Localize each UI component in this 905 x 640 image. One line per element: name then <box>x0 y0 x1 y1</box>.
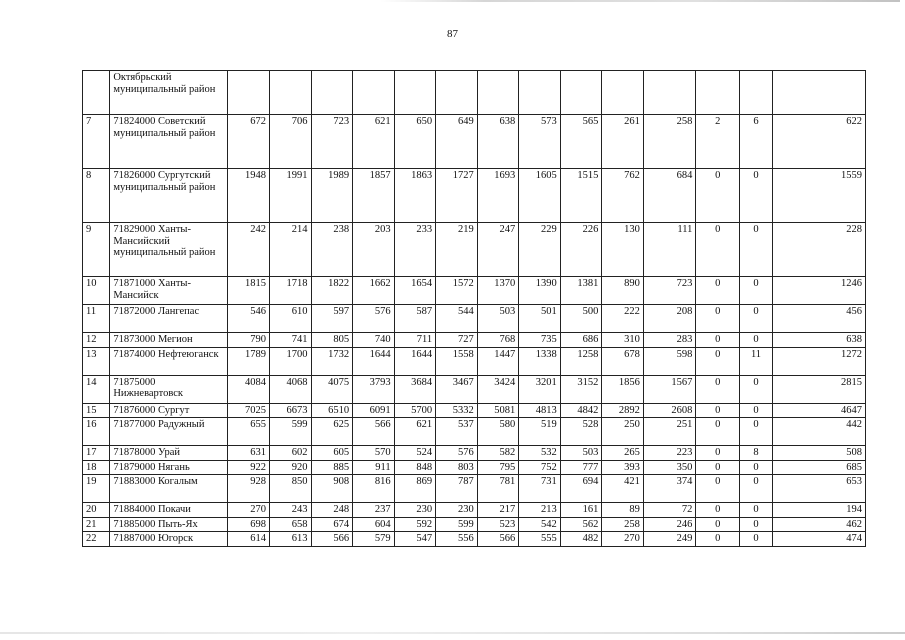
page-number: 87 <box>447 28 458 40</box>
value-cell: 599 <box>436 517 478 532</box>
value-cell: 528 <box>560 418 602 446</box>
value-cell: 0 <box>696 333 740 348</box>
value-cell: 3424 <box>477 375 519 403</box>
total-cell: 653 <box>772 475 865 503</box>
value-cell: 694 <box>560 475 602 503</box>
value-cell: 576 <box>436 446 478 461</box>
value-cell <box>602 71 644 115</box>
value-cell: 1605 <box>519 169 561 223</box>
value-cell: 848 <box>394 460 436 475</box>
row-number: 13 <box>83 347 110 375</box>
value-cell <box>740 71 773 115</box>
value-cell: 4842 <box>560 403 602 418</box>
total-cell: 1272 <box>772 347 865 375</box>
value-cell: 503 <box>560 446 602 461</box>
total-cell: 622 <box>772 115 865 169</box>
value-cell: 1644 <box>353 347 395 375</box>
total-cell: 462 <box>772 517 865 532</box>
value-cell: 4813 <box>519 403 561 418</box>
value-cell: 2608 <box>643 403 695 418</box>
value-cell: 570 <box>353 446 395 461</box>
value-cell: 7025 <box>228 403 270 418</box>
table-row <box>83 446 866 461</box>
value-cell: 0 <box>740 223 773 277</box>
value-cell: 762 <box>602 169 644 223</box>
value-cell: 1718 <box>269 277 311 305</box>
value-cell: 519 <box>519 418 561 446</box>
value-cell: 0 <box>696 305 740 333</box>
municipality-name: 71826000 Сургутский муниципальный район <box>110 169 228 223</box>
value-cell: 524 <box>394 446 436 461</box>
value-cell: 1515 <box>560 169 602 223</box>
value-cell: 0 <box>696 375 740 403</box>
value-cell: 249 <box>643 532 695 547</box>
row-number: 20 <box>83 503 110 518</box>
value-cell: 631 <box>228 446 270 461</box>
value-cell: 242 <box>228 223 270 277</box>
value-cell: 1654 <box>394 277 436 305</box>
municipality-name: 71829000 Ханты-Мансийский муниципальный район <box>110 223 228 277</box>
value-cell: 214 <box>269 223 311 277</box>
value-cell: 885 <box>311 460 353 475</box>
value-cell: 226 <box>560 223 602 277</box>
value-cell: 258 <box>602 517 644 532</box>
value-cell: 920 <box>269 460 311 475</box>
table-row <box>83 418 866 446</box>
value-cell: 1822 <box>311 277 353 305</box>
row-number: 9 <box>83 223 110 277</box>
value-cell: 0 <box>740 169 773 223</box>
value-cell: 562 <box>560 517 602 532</box>
municipality-name: 71871000 Ханты-Мансийск <box>110 277 228 305</box>
value-cell: 0 <box>740 305 773 333</box>
value-cell: 805 <box>311 333 353 348</box>
scan-edge-top <box>380 0 900 2</box>
value-cell: 0 <box>740 333 773 348</box>
value-cell: 261 <box>602 115 644 169</box>
value-cell: 638 <box>477 115 519 169</box>
value-cell: 310 <box>602 333 644 348</box>
row-number: 8 <box>83 169 110 223</box>
value-cell: 250 <box>602 418 644 446</box>
total-cell: 228 <box>772 223 865 277</box>
value-cell: 698 <box>228 517 270 532</box>
value-cell: 1732 <box>311 347 353 375</box>
value-cell: 482 <box>560 532 602 547</box>
value-cell: 230 <box>436 503 478 518</box>
value-cell: 621 <box>353 115 395 169</box>
value-cell: 723 <box>311 115 353 169</box>
value-cell: 0 <box>740 375 773 403</box>
value-cell: 1572 <box>436 277 478 305</box>
value-cell: 781 <box>477 475 519 503</box>
value-cell: 566 <box>477 532 519 547</box>
municipality-name: 71872000 Лангепас <box>110 305 228 333</box>
value-cell: 8 <box>740 446 773 461</box>
total-cell: 4647 <box>772 403 865 418</box>
value-cell: 283 <box>643 333 695 348</box>
data-table <box>82 70 866 547</box>
table-row <box>83 403 866 418</box>
value-cell: 89 <box>602 503 644 518</box>
value-cell: 3793 <box>353 375 395 403</box>
row-number <box>83 71 110 115</box>
value-cell: 217 <box>477 503 519 518</box>
total-cell: 194 <box>772 503 865 518</box>
value-cell: 3201 <box>519 375 561 403</box>
row-number: 7 <box>83 115 110 169</box>
value-cell: 223 <box>643 446 695 461</box>
value-cell: 928 <box>228 475 270 503</box>
value-cell: 672 <box>228 115 270 169</box>
value-cell: 532 <box>519 446 561 461</box>
value-cell <box>311 71 353 115</box>
table-row <box>83 115 866 169</box>
value-cell: 5700 <box>394 403 436 418</box>
value-cell: 523 <box>477 517 519 532</box>
value-cell: 219 <box>436 223 478 277</box>
value-cell: 0 <box>696 532 740 547</box>
total-cell <box>772 71 865 115</box>
value-cell: 777 <box>560 460 602 475</box>
value-cell: 1390 <box>519 277 561 305</box>
value-cell: 1856 <box>602 375 644 403</box>
value-cell: 0 <box>696 517 740 532</box>
value-cell: 1338 <box>519 347 561 375</box>
value-cell: 222 <box>602 305 644 333</box>
value-cell: 0 <box>740 460 773 475</box>
municipality-name: 71824000 Советский муниципальный район <box>110 115 228 169</box>
value-cell: 6091 <box>353 403 395 418</box>
value-cell: 602 <box>269 446 311 461</box>
value-cell: 537 <box>436 418 478 446</box>
value-cell: 582 <box>477 446 519 461</box>
value-cell: 735 <box>519 333 561 348</box>
value-cell <box>560 71 602 115</box>
value-cell: 546 <box>228 305 270 333</box>
value-cell: 2892 <box>602 403 644 418</box>
value-cell: 3152 <box>560 375 602 403</box>
municipality-name: 71875000 Нижневартовск <box>110 375 228 403</box>
value-cell <box>519 71 561 115</box>
table-row <box>83 460 866 475</box>
value-cell: 658 <box>269 517 311 532</box>
value-cell: 230 <box>394 503 436 518</box>
value-cell: 233 <box>394 223 436 277</box>
value-cell: 1567 <box>643 375 695 403</box>
value-cell: 4084 <box>228 375 270 403</box>
value-cell: 0 <box>740 277 773 305</box>
value-cell: 741 <box>269 333 311 348</box>
value-cell: 247 <box>477 223 519 277</box>
value-cell: 374 <box>643 475 695 503</box>
value-cell: 0 <box>740 403 773 418</box>
value-cell: 213 <box>519 503 561 518</box>
table-row <box>83 532 866 547</box>
value-cell: 566 <box>353 418 395 446</box>
municipality-name: 71887000 Югорск <box>110 532 228 547</box>
total-cell: 456 <box>772 305 865 333</box>
value-cell: 544 <box>436 305 478 333</box>
row-number: 22 <box>83 532 110 547</box>
value-cell: 816 <box>353 475 395 503</box>
total-cell: 474 <box>772 532 865 547</box>
total-cell: 1246 <box>772 277 865 305</box>
value-cell: 625 <box>311 418 353 446</box>
municipality-name: 71883000 Когалым <box>110 475 228 503</box>
row-number: 21 <box>83 517 110 532</box>
value-cell: 579 <box>353 532 395 547</box>
row-number: 17 <box>83 446 110 461</box>
value-cell: 0 <box>696 169 740 223</box>
municipality-name: 71885000 Пыть-Ях <box>110 517 228 532</box>
total-cell: 442 <box>772 418 865 446</box>
table-row <box>83 71 866 115</box>
value-cell: 500 <box>560 305 602 333</box>
value-cell: 111 <box>643 223 695 277</box>
value-cell: 6 <box>740 115 773 169</box>
row-number: 12 <box>83 333 110 348</box>
value-cell: 5332 <box>436 403 478 418</box>
value-cell: 0 <box>740 503 773 518</box>
value-cell: 0 <box>740 418 773 446</box>
value-cell: 0 <box>696 403 740 418</box>
value-cell: 576 <box>353 305 395 333</box>
value-cell: 922 <box>228 460 270 475</box>
table-row <box>83 277 866 305</box>
value-cell: 0 <box>696 475 740 503</box>
row-number: 15 <box>83 403 110 418</box>
value-cell: 1989 <box>311 169 353 223</box>
table-row <box>83 169 866 223</box>
value-cell: 130 <box>602 223 644 277</box>
value-cell: 1662 <box>353 277 395 305</box>
value-cell: 203 <box>353 223 395 277</box>
value-cell: 542 <box>519 517 561 532</box>
value-cell: 501 <box>519 305 561 333</box>
value-cell: 258 <box>643 115 695 169</box>
value-cell: 1700 <box>269 347 311 375</box>
table-row <box>83 305 866 333</box>
value-cell: 1815 <box>228 277 270 305</box>
total-cell: 508 <box>772 446 865 461</box>
total-cell: 685 <box>772 460 865 475</box>
value-cell: 246 <box>643 517 695 532</box>
value-cell: 790 <box>228 333 270 348</box>
value-cell: 2 <box>696 115 740 169</box>
municipality-name: 71877000 Радужный <box>110 418 228 446</box>
value-cell: 795 <box>477 460 519 475</box>
value-cell: 566 <box>311 532 353 547</box>
municipality-name: 71873000 Мегион <box>110 333 228 348</box>
value-cell: 649 <box>436 115 478 169</box>
table-row <box>83 333 866 348</box>
value-cell: 556 <box>436 532 478 547</box>
total-cell: 638 <box>772 333 865 348</box>
value-cell: 1789 <box>228 347 270 375</box>
value-cell: 787 <box>436 475 478 503</box>
value-cell: 686 <box>560 333 602 348</box>
value-cell: 610 <box>269 305 311 333</box>
municipality-name: 71879000 Нягань <box>110 460 228 475</box>
value-cell: 238 <box>311 223 353 277</box>
value-cell: 1863 <box>394 169 436 223</box>
row-number: 16 <box>83 418 110 446</box>
value-cell: 0 <box>696 460 740 475</box>
value-cell: 0 <box>696 277 740 305</box>
value-cell: 723 <box>643 277 695 305</box>
value-cell: 270 <box>602 532 644 547</box>
value-cell: 1948 <box>228 169 270 223</box>
value-cell: 6673 <box>269 403 311 418</box>
value-cell: 3684 <box>394 375 436 403</box>
value-cell: 72 <box>643 503 695 518</box>
row-number: 10 <box>83 277 110 305</box>
table-body <box>83 71 866 547</box>
value-cell: 908 <box>311 475 353 503</box>
value-cell: 4068 <box>269 375 311 403</box>
value-cell: 621 <box>394 418 436 446</box>
value-cell: 599 <box>269 418 311 446</box>
value-cell: 614 <box>228 532 270 547</box>
value-cell: 1558 <box>436 347 478 375</box>
value-cell: 731 <box>519 475 561 503</box>
value-cell: 270 <box>228 503 270 518</box>
value-cell: 11 <box>740 347 773 375</box>
value-cell: 598 <box>643 347 695 375</box>
municipality-name: 71884000 Покачи <box>110 503 228 518</box>
total-cell: 2815 <box>772 375 865 403</box>
value-cell: 421 <box>602 475 644 503</box>
value-cell <box>477 71 519 115</box>
value-cell: 251 <box>643 418 695 446</box>
value-cell: 711 <box>394 333 436 348</box>
table-row <box>83 347 866 375</box>
value-cell: 752 <box>519 460 561 475</box>
value-cell: 1381 <box>560 277 602 305</box>
value-cell <box>353 71 395 115</box>
value-cell: 678 <box>602 347 644 375</box>
value-cell: 243 <box>269 503 311 518</box>
value-cell <box>394 71 436 115</box>
value-cell: 265 <box>602 446 644 461</box>
value-cell: 850 <box>269 475 311 503</box>
total-cell: 1559 <box>772 169 865 223</box>
value-cell: 592 <box>394 517 436 532</box>
value-cell: 0 <box>696 446 740 461</box>
municipality-name: 71878000 Урай <box>110 446 228 461</box>
value-cell: 229 <box>519 223 561 277</box>
value-cell: 1447 <box>477 347 519 375</box>
value-cell: 706 <box>269 115 311 169</box>
value-cell <box>643 71 695 115</box>
row-number: 19 <box>83 475 110 503</box>
table-row <box>83 375 866 403</box>
table-row <box>83 475 866 503</box>
value-cell: 237 <box>353 503 395 518</box>
municipality-name: Октябрьский муниципальный район <box>110 71 228 115</box>
value-cell: 684 <box>643 169 695 223</box>
municipality-name: 71876000 Сургут <box>110 403 228 418</box>
value-cell <box>269 71 311 115</box>
row-number: 11 <box>83 305 110 333</box>
value-cell: 1991 <box>269 169 311 223</box>
value-cell: 4075 <box>311 375 353 403</box>
scan-edge-bottom <box>0 632 905 634</box>
value-cell: 5081 <box>477 403 519 418</box>
value-cell: 580 <box>477 418 519 446</box>
value-cell: 597 <box>311 305 353 333</box>
value-cell: 393 <box>602 460 644 475</box>
value-cell: 208 <box>643 305 695 333</box>
value-cell: 803 <box>436 460 478 475</box>
row-number: 18 <box>83 460 110 475</box>
value-cell: 1857 <box>353 169 395 223</box>
value-cell: 674 <box>311 517 353 532</box>
value-cell: 650 <box>394 115 436 169</box>
value-cell: 727 <box>436 333 478 348</box>
value-cell: 3467 <box>436 375 478 403</box>
value-cell: 547 <box>394 532 436 547</box>
value-cell: 869 <box>394 475 436 503</box>
value-cell: 503 <box>477 305 519 333</box>
value-cell: 0 <box>740 517 773 532</box>
value-cell: 604 <box>353 517 395 532</box>
value-cell <box>436 71 478 115</box>
value-cell: 573 <box>519 115 561 169</box>
value-cell: 1258 <box>560 347 602 375</box>
value-cell: 740 <box>353 333 395 348</box>
value-cell: 248 <box>311 503 353 518</box>
value-cell: 161 <box>560 503 602 518</box>
value-cell: 0 <box>696 347 740 375</box>
value-cell: 768 <box>477 333 519 348</box>
value-cell: 613 <box>269 532 311 547</box>
value-cell: 0 <box>696 503 740 518</box>
row-number: 14 <box>83 375 110 403</box>
value-cell: 605 <box>311 446 353 461</box>
value-cell: 1693 <box>477 169 519 223</box>
value-cell: 655 <box>228 418 270 446</box>
table-row <box>83 517 866 532</box>
table-row <box>83 223 866 277</box>
value-cell: 1644 <box>394 347 436 375</box>
value-cell: 0 <box>696 418 740 446</box>
table-row <box>83 503 866 518</box>
value-cell: 0 <box>740 532 773 547</box>
value-cell: 1370 <box>477 277 519 305</box>
value-cell: 555 <box>519 532 561 547</box>
value-cell <box>228 71 270 115</box>
value-cell: 911 <box>353 460 395 475</box>
value-cell: 587 <box>394 305 436 333</box>
value-cell: 1727 <box>436 169 478 223</box>
municipality-name: 71874000 Нефтеюганск <box>110 347 228 375</box>
value-cell <box>696 71 740 115</box>
value-cell: 6510 <box>311 403 353 418</box>
value-cell: 350 <box>643 460 695 475</box>
value-cell: 565 <box>560 115 602 169</box>
value-cell: 890 <box>602 277 644 305</box>
value-cell: 0 <box>740 475 773 503</box>
value-cell: 0 <box>696 223 740 277</box>
